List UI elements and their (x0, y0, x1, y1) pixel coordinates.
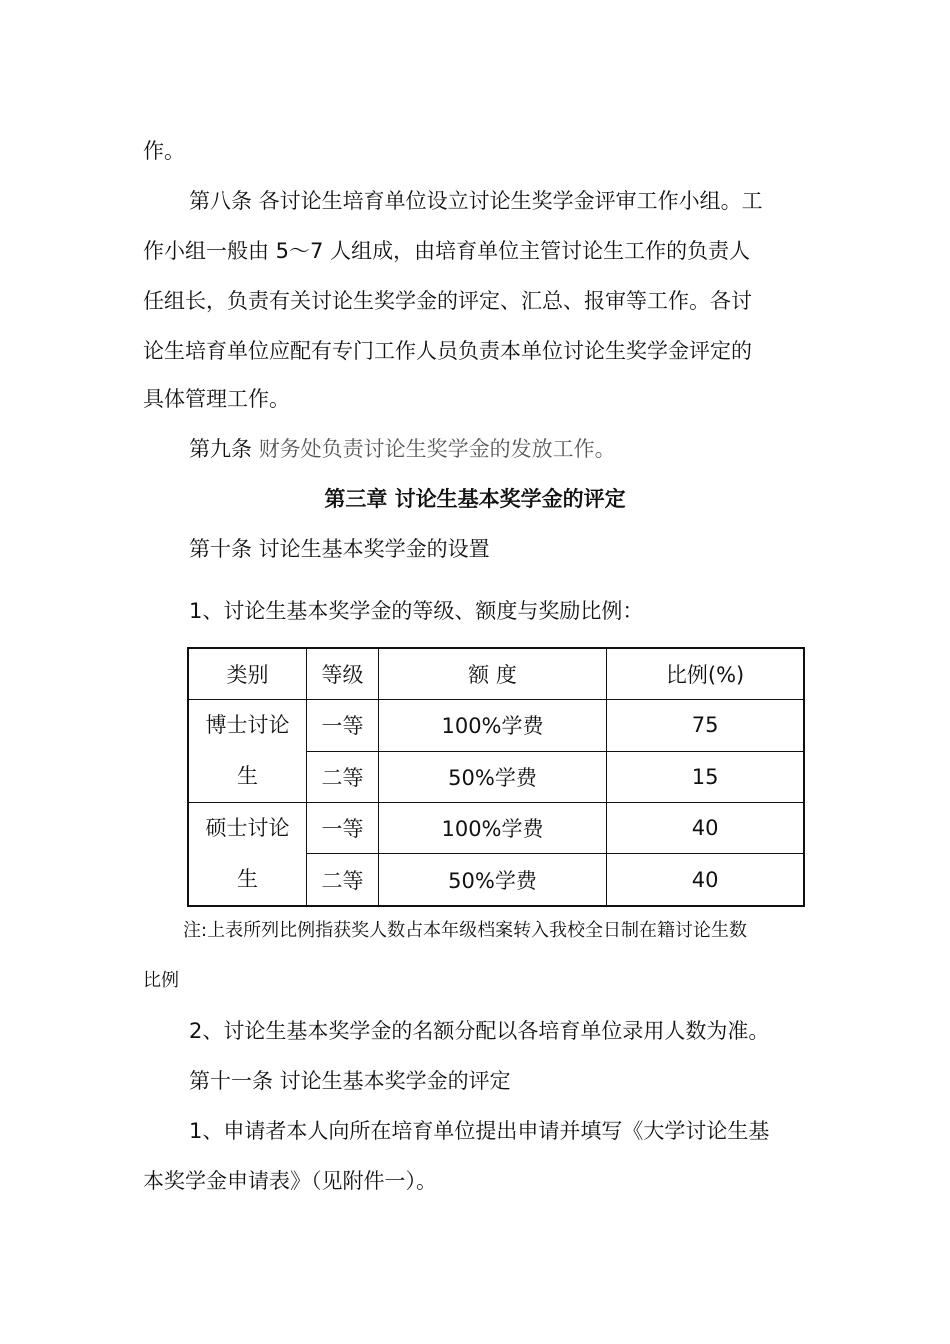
ratio-cell: 75 (607, 700, 804, 752)
article-11-item-1-line-2: 本奖学金申请表》（见附件一）。 (143, 1169, 437, 1193)
item-2: 2、讨论生基本奖学金的名额分配以各培育单位录用人数为准。 (189, 1019, 770, 1043)
category-cell-masters (188, 803, 307, 907)
table-row (188, 803, 804, 854)
category-doctoral-line-1: 博士讨论 (205, 713, 290, 737)
article-10: 第十条 讨论生基本奖学金的设置 (189, 537, 490, 561)
item-1-heading: 1、讨论生基本奖学金的等级、额度与奖励比例： (189, 599, 644, 623)
article-9-text: 财务处负责讨论生奖学金的发放工作。 (258, 437, 616, 461)
table-header-row (188, 648, 804, 700)
amount-cell: 50%学费 (378, 751, 606, 803)
article-11: 第十一条 讨论生基本奖学金的评定 (189, 1069, 511, 1093)
level-cell: 一等 (307, 803, 379, 854)
header-category: 类别 (188, 648, 307, 700)
category-cell-doctoral (188, 700, 307, 803)
header-amount: 额 度 (378, 648, 606, 700)
amount-cell: 50%学费 (378, 854, 606, 906)
level-cell: 二等 (307, 854, 379, 906)
level-cell: 一等 (307, 700, 379, 752)
table-note-line-1: 注:上表所列比例指获奖人数占本年级档案转入我校全日制在籍讨论生数 (183, 920, 748, 941)
table-note-line-2: 比例 (143, 970, 179, 991)
chapter-3-heading: 第三章 讨论生基本奖学金的评定 (324, 487, 626, 511)
category-masters-line-2: 生 (237, 867, 259, 891)
header-ratio: 比例(%) (607, 648, 804, 700)
paragraph-continuation: 作。 (143, 139, 185, 163)
article-9-label: 第九条 (189, 437, 259, 461)
ratio-cell: 40 (607, 854, 804, 906)
article-11-item-1-line-1: 1、申请者本人向所在培育单位提出申请并填写《大学讨论生基 (189, 1119, 770, 1143)
table-row (188, 700, 804, 752)
article-8-line-2: 作小组一般由 5～7 人组成，由培育单位主管讨论生工作的负责人 (143, 239, 751, 263)
level-cell: 二等 (307, 751, 379, 803)
category-doctoral-line-2: 生 (237, 764, 259, 788)
scholarship-table (187, 647, 805, 907)
category-masters-line-1: 硕士讨论 (205, 816, 290, 840)
article-8-line-4: 论生培育单位应配有专门工作人员负责本单位讨论生奖学金评定的 (143, 339, 752, 363)
header-level: 等级 (307, 648, 379, 700)
article-9 (189, 434, 616, 464)
article-8-line-1: 第八条 各讨论生培育单位设立讨论生奖学金评审工作小组。工 (189, 189, 763, 213)
article-8-line-3: 任组长，负责有关讨论生奖学金的评定、汇总、报审等工作。各讨 (143, 289, 752, 313)
article-8-line-5: 具体管理工作。 (143, 387, 290, 411)
amount-cell: 100%学费 (378, 803, 606, 854)
amount-cell: 100%学费 (378, 700, 606, 752)
ratio-cell: 15 (607, 751, 804, 803)
ratio-cell: 40 (607, 803, 804, 854)
